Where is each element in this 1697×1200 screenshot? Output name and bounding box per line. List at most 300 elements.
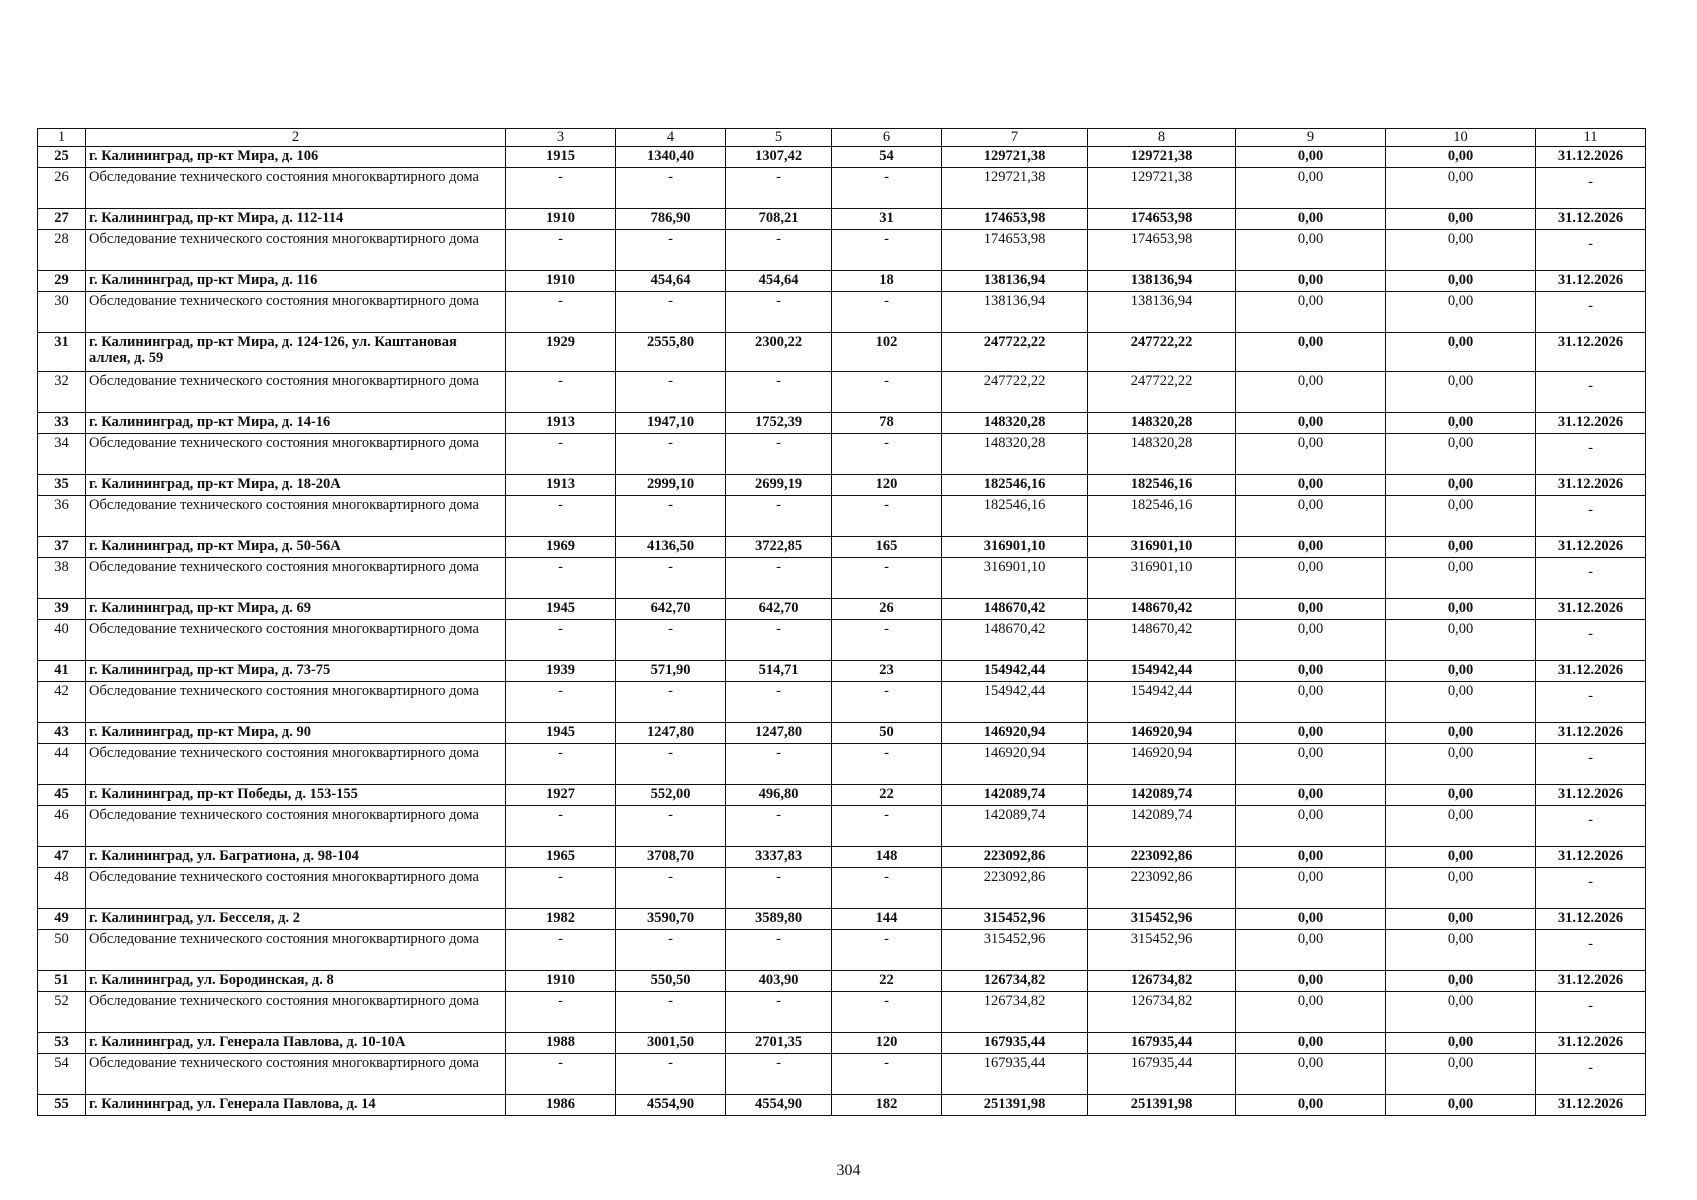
work-row: [38, 930, 1646, 971]
description-cell: г. Калининград, ул. Генерала Павлова, д. 10-10А: [86, 1033, 506, 1054]
year-cell: -: [506, 744, 616, 785]
description-cell: г. Калининград, пр-кт Мира, д. 73-75: [86, 661, 506, 682]
cost-fund-cell: 154942,44: [1088, 661, 1236, 682]
year-cell: 1910: [506, 971, 616, 992]
year-cell: 1915: [506, 147, 616, 168]
description-cell: Обследование технического состояния многоквартирного дома: [86, 434, 506, 475]
year-cell: -: [506, 230, 616, 271]
cost-fund-cell: 316901,10: [1088, 537, 1236, 558]
year-cell: -: [506, 992, 616, 1033]
row-number-cell: 40: [38, 620, 86, 661]
area-total-cell: 4554,90: [616, 1095, 726, 1116]
year-cell: 1986: [506, 1095, 616, 1116]
deadline-cell: 31.12.2026: [1536, 413, 1646, 434]
area-total-cell: -: [616, 930, 726, 971]
cost-other-cell: 0,00: [1386, 599, 1536, 620]
cost-owners-cell: 0,00: [1236, 806, 1386, 847]
row-number-cell: 26: [38, 168, 86, 209]
year-cell: -: [506, 682, 616, 723]
row-number-cell: 44: [38, 744, 86, 785]
area-living-cell: -: [726, 806, 832, 847]
header-cell-9: 9: [1236, 129, 1386, 147]
row-number-cell: 47: [38, 847, 86, 868]
description-cell: Обследование технического состояния многоквартирного дома: [86, 992, 506, 1033]
cost-total-cell: 174653,98: [942, 230, 1088, 271]
address-row: [38, 1033, 1646, 1054]
area-total-cell: -: [616, 868, 726, 909]
cost-other-cell: 0,00: [1386, 1054, 1536, 1095]
area-living-cell: -: [726, 744, 832, 785]
cost-fund-cell: 174653,98: [1088, 230, 1236, 271]
residents-cell: -: [832, 372, 942, 413]
cost-fund-cell: 129721,38: [1088, 168, 1236, 209]
cost-owners-cell: 0,00: [1236, 723, 1386, 744]
area-total-cell: -: [616, 372, 726, 413]
deadline-cell: -: [1536, 372, 1646, 413]
area-total-cell: 552,00: [616, 785, 726, 806]
area-living-cell: 2300,22: [726, 333, 832, 372]
deadline-cell: 31.12.2026: [1536, 785, 1646, 806]
year-cell: 1910: [506, 271, 616, 292]
description-cell: г. Калининград, пр-кт Мира, д. 69: [86, 599, 506, 620]
area-living-cell: 3722,85: [726, 537, 832, 558]
area-living-cell: -: [726, 1054, 832, 1095]
residents-cell: -: [832, 744, 942, 785]
cost-total-cell: 167935,44: [942, 1033, 1088, 1054]
cost-other-cell: 0,00: [1386, 1095, 1536, 1116]
deadline-cell: 31.12.2026: [1536, 1033, 1646, 1054]
area-total-cell: 3590,70: [616, 909, 726, 930]
area-living-cell: 454,64: [726, 271, 832, 292]
residents-cell: 22: [832, 785, 942, 806]
cost-owners-cell: 0,00: [1236, 682, 1386, 723]
row-number-cell: 50: [38, 930, 86, 971]
cost-fund-cell: 126734,82: [1088, 992, 1236, 1033]
column-number-header-row: [38, 129, 1646, 147]
deadline-cell: 31.12.2026: [1536, 1095, 1646, 1116]
cost-total-cell: 154942,44: [942, 682, 1088, 723]
year-cell: 1939: [506, 661, 616, 682]
cost-other-cell: 0,00: [1386, 292, 1536, 333]
residents-cell: 23: [832, 661, 942, 682]
residents-cell: 22: [832, 971, 942, 992]
description-cell: г. Калининград, ул. Бородинская, д. 8: [86, 971, 506, 992]
cost-fund-cell: 174653,98: [1088, 209, 1236, 230]
residents-cell: 31: [832, 209, 942, 230]
cost-owners-cell: 0,00: [1236, 971, 1386, 992]
address-row: [38, 475, 1646, 496]
area-living-cell: 3589,80: [726, 909, 832, 930]
year-cell: 1913: [506, 413, 616, 434]
deadline-cell: -: [1536, 558, 1646, 599]
cost-total-cell: 182546,16: [942, 496, 1088, 537]
deadline-cell: 31.12.2026: [1536, 971, 1646, 992]
deadline-cell: -: [1536, 992, 1646, 1033]
cost-fund-cell: 146920,94: [1088, 723, 1236, 744]
cost-fund-cell: 138136,94: [1088, 271, 1236, 292]
residents-cell: -: [832, 292, 942, 333]
area-total-cell: 786,90: [616, 209, 726, 230]
area-total-cell: 550,50: [616, 971, 726, 992]
cost-total-cell: 126734,82: [942, 971, 1088, 992]
cost-total-cell: 315452,96: [942, 909, 1088, 930]
cost-fund-cell: 154942,44: [1088, 682, 1236, 723]
cost-other-cell: 0,00: [1386, 806, 1536, 847]
address-row: [38, 971, 1646, 992]
deadline-cell: 31.12.2026: [1536, 723, 1646, 744]
residents-cell: -: [832, 682, 942, 723]
work-row: [38, 1054, 1646, 1095]
deadline-cell: 31.12.2026: [1536, 475, 1646, 496]
address-row: [38, 209, 1646, 230]
description-cell: Обследование технического состояния многоквартирного дома: [86, 682, 506, 723]
area-living-cell: 496,80: [726, 785, 832, 806]
area-total-cell: -: [616, 558, 726, 599]
cost-total-cell: 129721,38: [942, 168, 1088, 209]
residents-cell: 26: [832, 599, 942, 620]
year-cell: 1927: [506, 785, 616, 806]
deadline-cell: 31.12.2026: [1536, 209, 1646, 230]
cost-other-cell: 0,00: [1386, 271, 1536, 292]
cost-total-cell: 148670,42: [942, 620, 1088, 661]
area-living-cell: -: [726, 292, 832, 333]
cost-total-cell: 142089,74: [942, 806, 1088, 847]
deadline-cell: 31.12.2026: [1536, 661, 1646, 682]
table-body: [38, 129, 1646, 1116]
deadline-cell: 31.12.2026: [1536, 147, 1646, 168]
row-number-cell: 51: [38, 971, 86, 992]
area-living-cell: 1752,39: [726, 413, 832, 434]
cost-other-cell: 0,00: [1386, 475, 1536, 496]
cost-other-cell: 0,00: [1386, 744, 1536, 785]
cost-owners-cell: 0,00: [1236, 1095, 1386, 1116]
description-cell: г. Калининград, пр-кт Мира, д. 116: [86, 271, 506, 292]
work-row: [38, 372, 1646, 413]
cost-total-cell: 223092,86: [942, 868, 1088, 909]
residents-cell: 78: [832, 413, 942, 434]
area-total-cell: -: [616, 744, 726, 785]
row-number-cell: 30: [38, 292, 86, 333]
cost-total-cell: 154942,44: [942, 661, 1088, 682]
cost-fund-cell: 146920,94: [1088, 744, 1236, 785]
cost-other-cell: 0,00: [1386, 372, 1536, 413]
deadline-cell: -: [1536, 930, 1646, 971]
address-row: [38, 785, 1646, 806]
deadline-cell: 31.12.2026: [1536, 847, 1646, 868]
row-number-cell: 55: [38, 1095, 86, 1116]
cost-fund-cell: 315452,96: [1088, 909, 1236, 930]
row-number-cell: 37: [38, 537, 86, 558]
address-row: [38, 1095, 1646, 1116]
description-cell: Обследование технического состояния многоквартирного дома: [86, 230, 506, 271]
row-number-cell: 46: [38, 806, 86, 847]
year-cell: 1965: [506, 847, 616, 868]
description-cell: Обследование технического состояния многоквартирного дома: [86, 620, 506, 661]
year-cell: -: [506, 168, 616, 209]
year-cell: -: [506, 930, 616, 971]
cost-total-cell: 142089,74: [942, 785, 1088, 806]
work-row: [38, 292, 1646, 333]
cost-owners-cell: 0,00: [1236, 930, 1386, 971]
deadline-cell: 31.12.2026: [1536, 537, 1646, 558]
cost-owners-cell: 0,00: [1236, 868, 1386, 909]
deadline-cell: -: [1536, 292, 1646, 333]
cost-total-cell: 148320,28: [942, 434, 1088, 475]
address-row: [38, 909, 1646, 930]
row-number-cell: 39: [38, 599, 86, 620]
year-cell: -: [506, 620, 616, 661]
area-total-cell: 1247,80: [616, 723, 726, 744]
residents-cell: 144: [832, 909, 942, 930]
header-cell-3: 3: [506, 129, 616, 147]
area-total-cell: 4136,50: [616, 537, 726, 558]
cost-fund-cell: 251391,98: [1088, 1095, 1236, 1116]
deadline-cell: 31.12.2026: [1536, 599, 1646, 620]
header-cell-11: 11: [1536, 129, 1646, 147]
description-cell: Обследование технического состояния многоквартирного дома: [86, 292, 506, 333]
row-number-cell: 38: [38, 558, 86, 599]
page-number: 304: [836, 1162, 861, 1179]
cost-other-cell: 0,00: [1386, 682, 1536, 723]
area-living-cell: -: [726, 230, 832, 271]
area-living-cell: 1247,80: [726, 723, 832, 744]
deadline-cell: -: [1536, 744, 1646, 785]
year-cell: 1910: [506, 209, 616, 230]
area-living-cell: 514,71: [726, 661, 832, 682]
description-cell: Обследование технического состояния многоквартирного дома: [86, 1054, 506, 1095]
address-row: [38, 271, 1646, 292]
row-number-cell: 52: [38, 992, 86, 1033]
cost-total-cell: 167935,44: [942, 1054, 1088, 1095]
residents-cell: -: [832, 620, 942, 661]
cost-fund-cell: 223092,86: [1088, 847, 1236, 868]
cost-owners-cell: 0,00: [1236, 558, 1386, 599]
area-total-cell: -: [616, 682, 726, 723]
cost-other-cell: 0,00: [1386, 868, 1536, 909]
cost-total-cell: 129721,38: [942, 147, 1088, 168]
work-row: [38, 620, 1646, 661]
cost-total-cell: 138136,94: [942, 292, 1088, 333]
address-row: [38, 723, 1646, 744]
residents-cell: -: [832, 1054, 942, 1095]
area-total-cell: -: [616, 806, 726, 847]
area-total-cell: -: [616, 992, 726, 1033]
cost-other-cell: 0,00: [1386, 230, 1536, 271]
deadline-cell: -: [1536, 434, 1646, 475]
cost-total-cell: 223092,86: [942, 847, 1088, 868]
address-row: [38, 147, 1646, 168]
cost-owners-cell: 0,00: [1236, 620, 1386, 661]
residents-cell: 102: [832, 333, 942, 372]
description-cell: г. Калининград, ул. Генерала Павлова, д. 14: [86, 1095, 506, 1116]
description-cell: г. Калининград, ул. Бесселя, д. 2: [86, 909, 506, 930]
description-cell: г. Калининград, пр-кт Мира, д. 112-114: [86, 209, 506, 230]
cost-owners-cell: 0,00: [1236, 785, 1386, 806]
area-total-cell: 3001,50: [616, 1033, 726, 1054]
cost-fund-cell: 126734,82: [1088, 971, 1236, 992]
row-number-cell: 36: [38, 496, 86, 537]
cost-fund-cell: 142089,74: [1088, 785, 1236, 806]
cost-fund-cell: 129721,38: [1088, 147, 1236, 168]
year-cell: -: [506, 434, 616, 475]
row-number-cell: 28: [38, 230, 86, 271]
cost-owners-cell: 0,00: [1236, 599, 1386, 620]
description-cell: Обследование технического состояния многоквартирного дома: [86, 744, 506, 785]
register-table: [37, 128, 1646, 1116]
description-cell: г. Калининград, пр-кт Победы, д. 153-155: [86, 785, 506, 806]
residents-cell: -: [832, 992, 942, 1033]
cost-owners-cell: 0,00: [1236, 475, 1386, 496]
description-cell: Обследование технического состояния многоквартирного дома: [86, 496, 506, 537]
year-cell: -: [506, 292, 616, 333]
area-total-cell: 1947,10: [616, 413, 726, 434]
residents-cell: 120: [832, 1033, 942, 1054]
cost-total-cell: 148670,42: [942, 599, 1088, 620]
area-living-cell: -: [726, 434, 832, 475]
area-living-cell: 642,70: [726, 599, 832, 620]
cost-other-cell: 0,00: [1386, 785, 1536, 806]
cost-total-cell: 174653,98: [942, 209, 1088, 230]
description-cell: Обследование технического состояния многоквартирного дома: [86, 168, 506, 209]
row-number-cell: 25: [38, 147, 86, 168]
year-cell: -: [506, 1054, 616, 1095]
cost-other-cell: 0,00: [1386, 558, 1536, 599]
cost-other-cell: 0,00: [1386, 992, 1536, 1033]
cost-total-cell: 126734,82: [942, 992, 1088, 1033]
header-cell-10: 10: [1386, 129, 1536, 147]
cost-owners-cell: 0,00: [1236, 909, 1386, 930]
work-row: [38, 230, 1646, 271]
deadline-cell: 31.12.2026: [1536, 333, 1646, 372]
cost-total-cell: 182546,16: [942, 475, 1088, 496]
area-total-cell: 454,64: [616, 271, 726, 292]
area-living-cell: 1307,42: [726, 147, 832, 168]
work-row: [38, 434, 1646, 475]
address-row: [38, 599, 1646, 620]
area-living-cell: -: [726, 620, 832, 661]
deadline-cell: -: [1536, 496, 1646, 537]
area-living-cell: -: [726, 992, 832, 1033]
cost-fund-cell: 138136,94: [1088, 292, 1236, 333]
cost-fund-cell: 142089,74: [1088, 806, 1236, 847]
residents-cell: -: [832, 168, 942, 209]
description-cell: Обследование технического состояния многоквартирного дома: [86, 806, 506, 847]
cost-owners-cell: 0,00: [1236, 992, 1386, 1033]
area-living-cell: 4554,90: [726, 1095, 832, 1116]
work-row: [38, 992, 1646, 1033]
cost-other-cell: 0,00: [1386, 147, 1536, 168]
area-living-cell: 2699,19: [726, 475, 832, 496]
area-living-cell: -: [726, 868, 832, 909]
cost-fund-cell: 182546,16: [1088, 475, 1236, 496]
row-number-cell: 33: [38, 413, 86, 434]
area-total-cell: 642,70: [616, 599, 726, 620]
cost-total-cell: 316901,10: [942, 537, 1088, 558]
cost-owners-cell: 0,00: [1236, 1033, 1386, 1054]
cost-total-cell: 316901,10: [942, 558, 1088, 599]
area-living-cell: -: [726, 496, 832, 537]
cost-owners-cell: 0,00: [1236, 209, 1386, 230]
description-cell: г. Калининград, ул. Багратиона, д. 98-104: [86, 847, 506, 868]
row-number-cell: 53: [38, 1033, 86, 1054]
deadline-cell: -: [1536, 168, 1646, 209]
work-row: [38, 682, 1646, 723]
header-cell-4: 4: [616, 129, 726, 147]
cost-owners-cell: 0,00: [1236, 496, 1386, 537]
description-cell: г. Калининград, пр-кт Мира, д. 106: [86, 147, 506, 168]
area-living-cell: -: [726, 372, 832, 413]
area-total-cell: -: [616, 1054, 726, 1095]
row-number-cell: 48: [38, 868, 86, 909]
residents-cell: 182: [832, 1095, 942, 1116]
cost-other-cell: 0,00: [1386, 1033, 1536, 1054]
row-number-cell: 32: [38, 372, 86, 413]
residents-cell: -: [832, 558, 942, 599]
header-cell-5: 5: [726, 129, 832, 147]
area-living-cell: -: [726, 168, 832, 209]
row-number-cell: 31: [38, 333, 86, 372]
year-cell: 1929: [506, 333, 616, 372]
cost-fund-cell: 316901,10: [1088, 558, 1236, 599]
cost-other-cell: 0,00: [1386, 168, 1536, 209]
work-row: [38, 558, 1646, 599]
cost-other-cell: 0,00: [1386, 971, 1536, 992]
address-row: [38, 537, 1646, 558]
cost-other-cell: 0,00: [1386, 620, 1536, 661]
work-row: [38, 868, 1646, 909]
cost-owners-cell: 0,00: [1236, 333, 1386, 372]
year-cell: -: [506, 558, 616, 599]
cost-total-cell: 315452,96: [942, 930, 1088, 971]
area-living-cell: -: [726, 930, 832, 971]
cost-owners-cell: 0,00: [1236, 413, 1386, 434]
year-cell: 1913: [506, 475, 616, 496]
residents-cell: 54: [832, 147, 942, 168]
cost-fund-cell: 148320,28: [1088, 434, 1236, 475]
row-number-cell: 49: [38, 909, 86, 930]
deadline-cell: -: [1536, 806, 1646, 847]
area-living-cell: -: [726, 682, 832, 723]
row-number-cell: 54: [38, 1054, 86, 1095]
deadline-cell: -: [1536, 1054, 1646, 1095]
year-cell: 1988: [506, 1033, 616, 1054]
year-cell: 1969: [506, 537, 616, 558]
cost-fund-cell: 167935,44: [1088, 1054, 1236, 1095]
header-cell-1: 1: [38, 129, 86, 147]
description-cell: Обследование технического состояния многоквартирного дома: [86, 868, 506, 909]
area-total-cell: 2999,10: [616, 475, 726, 496]
residents-cell: -: [832, 434, 942, 475]
cost-other-cell: 0,00: [1386, 434, 1536, 475]
address-row: [38, 847, 1646, 868]
residents-cell: 50: [832, 723, 942, 744]
cost-fund-cell: 247722,22: [1088, 333, 1236, 372]
cost-owners-cell: 0,00: [1236, 372, 1386, 413]
area-living-cell: 708,21: [726, 209, 832, 230]
cost-fund-cell: 223092,86: [1088, 868, 1236, 909]
area-total-cell: 2555,80: [616, 333, 726, 372]
area-total-cell: -: [616, 292, 726, 333]
description-cell: г. Калининград, пр-кт Мира, д. 124-126, ул. Каштановая аллея, д. 59: [86, 333, 506, 372]
deadline-cell: 31.12.2026: [1536, 271, 1646, 292]
year-cell: -: [506, 868, 616, 909]
row-number-cell: 34: [38, 434, 86, 475]
area-total-cell: 3708,70: [616, 847, 726, 868]
area-total-cell: -: [616, 620, 726, 661]
work-row: [38, 744, 1646, 785]
description-cell: г. Калининград, пр-кт Мира, д. 50-56А: [86, 537, 506, 558]
cost-owners-cell: 0,00: [1236, 537, 1386, 558]
